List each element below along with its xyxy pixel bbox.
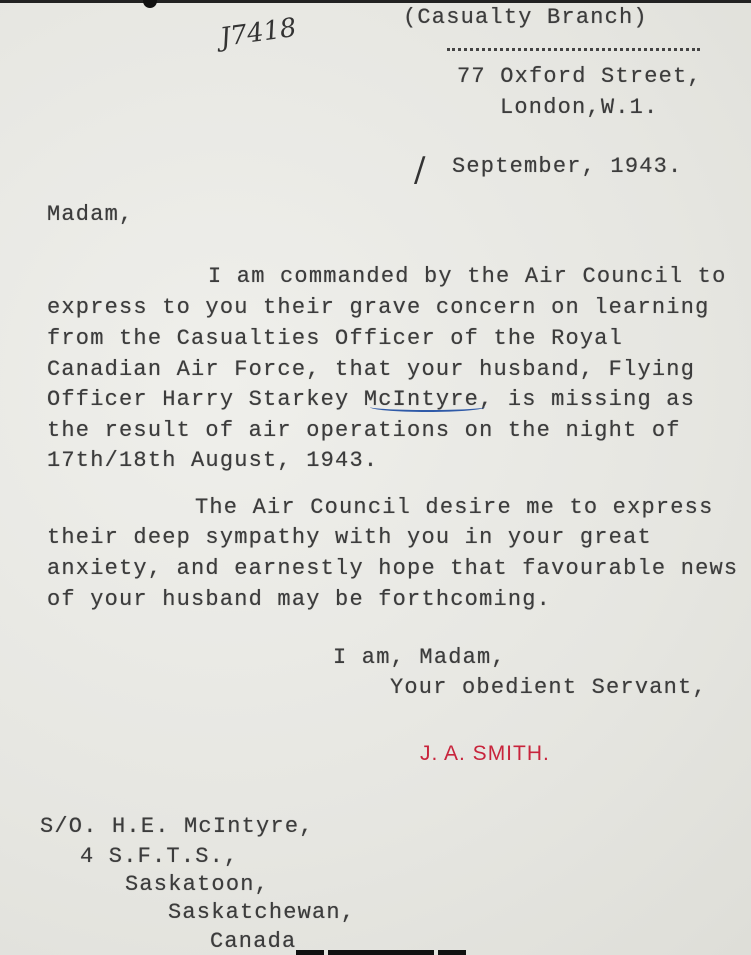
paragraph2-line: of your husband may be forthcoming.	[47, 587, 552, 612]
paragraph2-line: anxiety, and earnestly hope that favourable news	[47, 556, 739, 581]
address-line2: London,W.1.	[500, 95, 659, 120]
bottom-edge-mark	[296, 950, 324, 955]
paragraph1-line: Officer Harry Starkey McIntyre, is missing as	[47, 387, 696, 412]
bottom-edge-mark	[438, 950, 466, 955]
paragraph1-line: 17th/18th August, 1943.	[47, 448, 379, 473]
bottom-edge-mark	[328, 950, 434, 955]
paragraph1-line: from the Casualties Officer of the Royal	[47, 326, 624, 351]
salutation: Madam,	[47, 202, 134, 227]
date-handwritten-mark: /	[414, 150, 426, 190]
paragraph1-line: the result of air operations on the night of	[47, 418, 681, 443]
letter-date: September, 1943.	[452, 154, 683, 179]
branch-name: (Casualty Branch)	[403, 5, 648, 30]
top-edge	[0, 0, 751, 3]
paragraph1-line: express to you their grave concern on learning	[47, 295, 710, 320]
recipient-line: Saskatchewan,	[168, 900, 356, 925]
name-underline	[370, 402, 485, 412]
recipient-line: Saskatoon,	[125, 872, 270, 897]
signature-stamp: J. A. SMITH.	[420, 742, 550, 765]
handwritten-reference: J7418	[218, 12, 299, 54]
ink-blot	[143, 0, 157, 8]
paragraph2-line: The Air Council desire me to express	[195, 495, 714, 520]
paragraph1-line: Canadian Air Force, that your husband, Flying	[47, 357, 696, 382]
address-line1: 77 Oxford Street,	[457, 64, 702, 89]
divider	[447, 48, 700, 51]
paragraph1-line: I am commanded by the Air Council to	[208, 264, 727, 289]
recipient-line: Canada	[210, 929, 297, 954]
closing-line2: Your obedient Servant,	[390, 675, 707, 700]
recipient-line: 4 S.F.T.S.,	[80, 844, 239, 869]
closing-line1: I am, Madam,	[333, 645, 506, 670]
recipient-line: S/O. H.E. McIntyre,	[40, 814, 314, 839]
paragraph2-line: their deep sympathy with you in your great	[47, 525, 652, 550]
